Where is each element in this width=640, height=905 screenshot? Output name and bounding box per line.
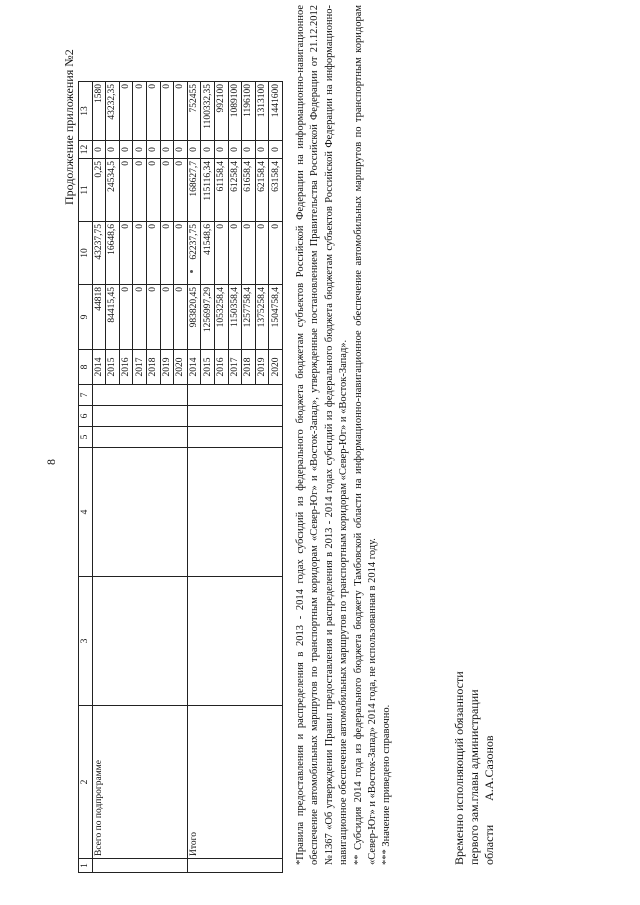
table-row — [92, 82, 106, 873]
total-cell: 1053258,4 — [214, 285, 228, 350]
local-cell: 0 — [228, 141, 242, 159]
other-cell: 1196100 — [242, 82, 256, 141]
local-cell: 0 — [201, 141, 215, 159]
total-cell: 0 — [133, 285, 147, 350]
year-cell: 2015 — [201, 350, 215, 385]
signature-line-3 — [482, 671, 497, 865]
other-cell: 43232,35 — [106, 82, 120, 141]
federal-cell: 0 — [146, 222, 160, 285]
header-cell: 12 — [79, 141, 93, 159]
year-cell: 2016 — [119, 350, 133, 385]
local-cell: 0 — [92, 141, 106, 159]
total-cell: 0 — [146, 285, 160, 350]
year-cell: 2017 — [228, 350, 242, 385]
header-cell: 2 — [79, 706, 93, 859]
local-cell: 0 — [133, 141, 147, 159]
local-cell: 0 — [160, 141, 174, 159]
other-cell: 0 — [133, 82, 147, 141]
year-cell: 2016 — [214, 350, 228, 385]
local-cell: 0 — [214, 141, 228, 159]
group-label: Итого — [187, 706, 282, 859]
header-cell: 7 — [79, 385, 93, 406]
local-cell: 0 — [119, 141, 133, 159]
year-cell: 2015 — [106, 350, 120, 385]
regional-cell: 61258,4 — [228, 159, 242, 222]
federal-cell: 0 — [214, 222, 228, 285]
federal-cell: 0 — [269, 222, 283, 285]
footnote-3: *** Значение приведено справочно. — [381, 704, 393, 865]
header-cell: 10 — [79, 222, 93, 285]
header-cell: 6 — [79, 406, 93, 427]
group-cell-4 — [92, 448, 187, 577]
other-cell: 752455 — [187, 82, 201, 141]
group-cell-5 — [92, 427, 187, 448]
group-cell-6 — [187, 406, 282, 427]
other-cell: 0 — [174, 82, 188, 141]
federal-cell: 0 — [133, 222, 147, 285]
group-cell-6 — [92, 406, 187, 427]
local-cell: 0 — [106, 141, 120, 159]
federal-cell: 43237,75 — [92, 222, 106, 285]
year-cell: 2018 — [242, 350, 256, 385]
other-cell: 1100332,35 — [201, 82, 215, 141]
federal-cell: 0 — [242, 222, 256, 285]
signature-title-line-2: первого зам.главы администрации — [467, 689, 481, 865]
budget-table — [78, 81, 283, 873]
total-cell: 1256997,29 — [201, 285, 215, 350]
header-cell: 3 — [79, 577, 93, 706]
local-cell: 0 — [146, 141, 160, 159]
group-cell-7 — [92, 385, 187, 406]
other-cell: 1580 — [92, 82, 106, 141]
header-cell: 4 — [79, 448, 93, 577]
header-cell: 9 — [79, 285, 93, 350]
year-cell: 2018 — [146, 350, 160, 385]
local-cell: 0 — [174, 141, 188, 159]
regional-cell: 24534,5 — [106, 159, 120, 222]
total-cell: 0 — [174, 285, 188, 350]
header-cell: 11 — [79, 159, 93, 222]
other-cell: 1313100 — [255, 82, 269, 141]
page-number: 8 — [44, 459, 58, 465]
other-cell: 992100 — [214, 82, 228, 141]
year-cell: 2020 — [174, 350, 188, 385]
local-cell: 0 — [242, 141, 256, 159]
footnote-2: ** Субсидия 2014 года из федерального бюджета бюджету Тамбовской области на информационно-навигационное обеспечение автомобильных маршрутов по транспортным коридорам «Север-Юг» и «Восток-Запад» 2014 года, не использованная в 2014 году. — [352, 5, 379, 865]
federal-cell: 0 — [255, 222, 269, 285]
signature-block — [452, 671, 497, 865]
year-cell: 2014 — [92, 350, 106, 385]
group-label: Всего по подпрограмме — [92, 706, 187, 859]
group-cell-1 — [92, 859, 187, 873]
regional-cell: 168627,7 — [187, 159, 201, 222]
header-cell: 1 — [79, 859, 93, 873]
federal-cell: 0 — [119, 222, 133, 285]
footnotes — [294, 5, 395, 865]
federal-cell: 16648,6 — [106, 222, 120, 285]
total-cell: 84415,45 — [106, 285, 120, 350]
federal-cell: 62237,75 — [187, 222, 201, 285]
year-cell: 2019 — [255, 350, 269, 385]
group-cell-4 — [187, 448, 282, 577]
local-cell: 0 — [255, 141, 269, 159]
total-cell: 1150358,4 — [228, 285, 242, 350]
total-cell: 0 — [119, 285, 133, 350]
regional-cell: 0 — [146, 159, 160, 222]
regional-cell: 62158,4 — [255, 159, 269, 222]
group-cell-7 — [187, 385, 282, 406]
continuation-title: Продолжение приложения №2 — [62, 49, 76, 205]
year-cell: 2020 — [269, 350, 283, 385]
year-cell: 2019 — [160, 350, 174, 385]
other-cell: 1089100 — [228, 82, 242, 141]
table-row — [187, 82, 201, 873]
regional-cell: 0 — [174, 159, 188, 222]
total-cell: 0 — [160, 285, 174, 350]
total-cell: 1257758,4 — [242, 285, 256, 350]
federal-cell: 0 — [160, 222, 174, 285]
scan-dot — [190, 270, 193, 273]
group-cell-3 — [92, 577, 187, 706]
header-cell: 8 — [79, 350, 93, 385]
other-cell: 0 — [160, 82, 174, 141]
regional-cell: 61158,4 — [214, 159, 228, 222]
signature-title-line-1: Временно исполняющий обязанности — [452, 671, 466, 865]
regional-cell: 0 — [133, 159, 147, 222]
regional-cell: 0 — [160, 159, 174, 222]
header-cell: 13 — [79, 82, 93, 141]
regional-cell: 61658,4 — [242, 159, 256, 222]
other-cell: 1441600 — [269, 82, 283, 141]
total-cell: 983820,45 — [187, 285, 201, 350]
regional-cell: 115116,34 — [201, 159, 215, 222]
group-cell-1 — [187, 859, 282, 873]
regional-cell: 0,25 — [92, 159, 106, 222]
federal-cell: 0 — [228, 222, 242, 285]
header-cell: 5 — [79, 427, 93, 448]
federal-cell: 0 — [174, 222, 188, 285]
local-cell: 0 — [269, 141, 283, 159]
total-cell: 44818 — [92, 285, 106, 350]
total-cell: 1375258,4 — [255, 285, 269, 350]
signatory-name: А.А.Сазонов — [482, 735, 496, 801]
federal-cell: 41548,6 — [201, 222, 215, 285]
regional-cell: 63158,4 — [269, 159, 283, 222]
other-cell: 0 — [146, 82, 160, 141]
group-cell-5 — [187, 427, 282, 448]
total-cell: 1504758,4 — [269, 285, 283, 350]
year-cell: 2014 — [187, 350, 201, 385]
group-cell-3 — [187, 577, 282, 706]
footnote-1: *Правила предоставления и распределения в 2013 - 2014 годах субсидий из федерального бюджета бюджетам субъектов Российской Федерации на информационно-навигационное обеспечение автомобильных маршрутов по транспортным коридорам «Север-Юг» и «Восток-Запад», утвержденные постановлением Правительства Российской Федерации от 21.12.2012 №1367 «Об утверждении Правил предоставления и распределения в 2013 - 2014 годах субсидий из федерального бюджета бюджетам субъектов Российской Федерации на информационно-навигационное обеспечение автомобильных маршрутов по транспортным коридорам «Север-Юг» и «Восток-Запад». — [295, 5, 350, 865]
signature-title-line-3: области — [482, 824, 496, 865]
year-cell: 2017 — [133, 350, 147, 385]
header-row — [79, 82, 93, 873]
other-cell: 0 — [119, 82, 133, 141]
local-cell: 0 — [187, 141, 201, 159]
regional-cell: 0 — [119, 159, 133, 222]
